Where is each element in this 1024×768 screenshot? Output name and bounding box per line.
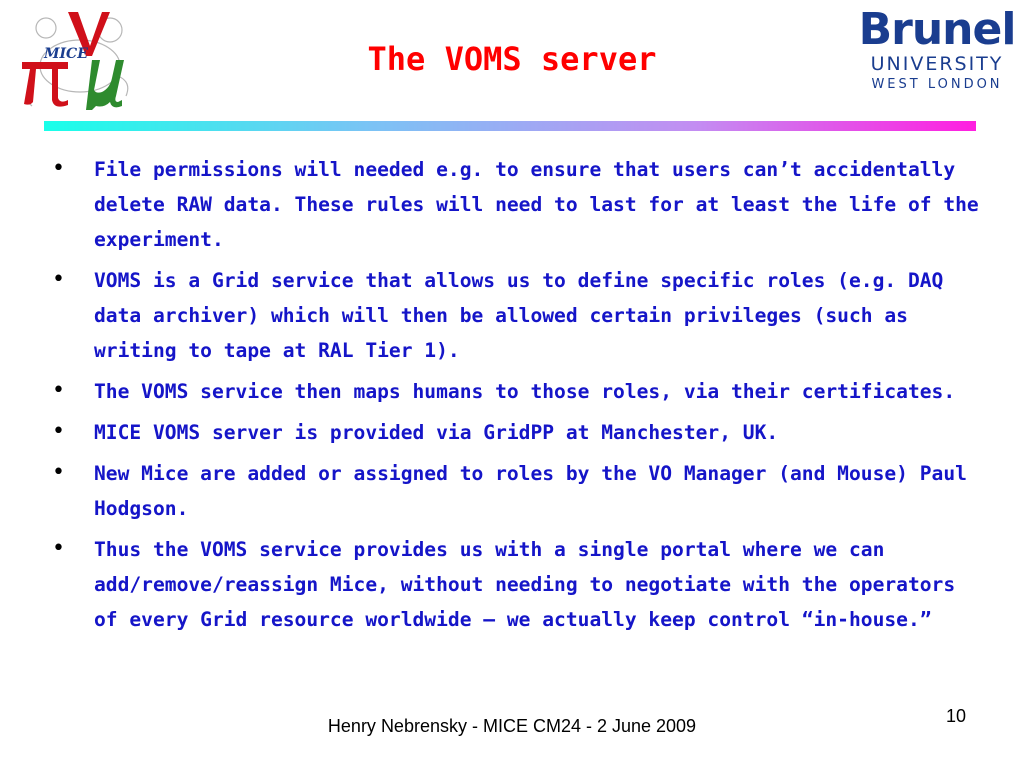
bullet-list [52, 152, 982, 643]
bullet-text: The VOMS service then maps humans to those roles, via their certificates. [94, 380, 956, 403]
bullet-icon: • [52, 267, 65, 292]
slide-title: The VOMS server [367, 40, 657, 78]
bullet-item [52, 152, 982, 257]
brunel-logo-location: WEST LONDON [871, 77, 1003, 92]
brunel-logo-university: UNIVERSITY [870, 53, 1004, 75]
page-number: 10 [946, 706, 967, 726]
bullet-item [52, 456, 982, 526]
bullet-icon: • [52, 419, 65, 444]
bullet-item [52, 263, 982, 368]
bullet-item [52, 532, 982, 637]
bullet-text: File permissions will needed e.g. to ensure that users can’t accidentally delete RAW data. These rules will need to last for at least the life of the experiment. [94, 158, 979, 251]
bullet-icon: • [52, 536, 65, 561]
bullet-icon: • [52, 156, 65, 181]
bullet-text: VOMS is a Grid service that allows us to define specific roles (e.g. DAQ data archiver) which will then be allowed certain privileges (such as writing to tape at RAL Tier 1). [94, 269, 944, 362]
bullet-text: MICE VOMS server is provided via GridPP at Manchester, UK. [94, 421, 779, 444]
gradient-divider [44, 121, 976, 131]
footer-text: Henry Nebrensky - MICE CM24 - 2 June 2009 [327, 716, 697, 736]
bullet-text: New Mice are added or assigned to roles by the VO Manager (and Mouse) Paul Hodgson. [94, 462, 967, 520]
mice-text: MICE [44, 46, 88, 62]
bullet-icon: • [52, 460, 65, 485]
bullet-text: Thus the VOMS service provides us with a single portal where we can add/remove/reassign Mice, without needing to negotiate with the operators of every Grid resource worldwide – we actually keep control “in-house.” [94, 538, 956, 631]
bullet-item [52, 415, 982, 450]
brunel-logo [856, 6, 1018, 106]
brunel-logo-name: Brunel [858, 4, 1016, 55]
bullet-item [52, 374, 982, 409]
bullet-icon: • [52, 378, 65, 403]
